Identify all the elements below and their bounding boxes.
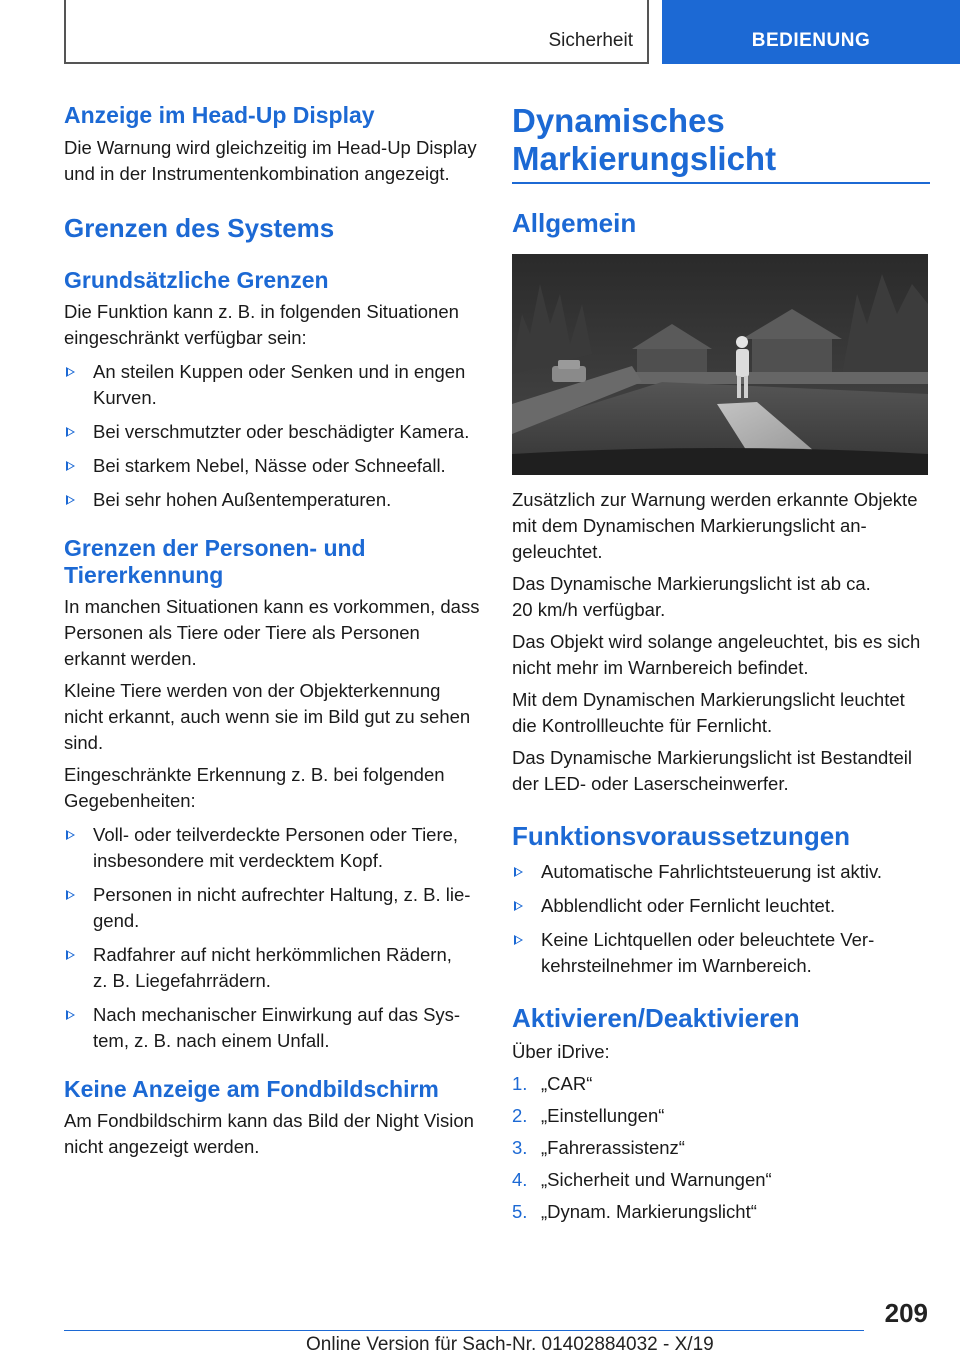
bullet-triangle-icon <box>66 950 75 960</box>
list-item: Personen in nicht aufrechter Haltung, z. B. liegend. <box>64 882 482 934</box>
recognition-paragraph-1: In manchen Situationen kann es vorkommen, dass Personen als Tiere oder Tiere als Personen erkannt werden. <box>64 596 480 669</box>
list-item: Automatische Fahrlichtsteuerung ist aktiv. <box>512 859 930 885</box>
general-paragraph-2: Das Dynamische Markierungslicht ist ab ca. 20 km/h verfügbar. <box>512 573 871 620</box>
page-number: 209 <box>884 1298 928 1328</box>
bullet-triangle-icon <box>514 901 523 911</box>
rear-screen-paragraph: Am Fondbildschirm kann das Bild der Night Vision nicht angezeigt werden. <box>64 1110 474 1157</box>
bullet-triangle-icon <box>514 867 523 877</box>
list-item: Bei verschmutzter oder beschädigter Kamera. <box>64 419 482 445</box>
general-paragraph-5: Das Dynamische Markierungslicht ist Bestandteil der LED- oder Laserscheinwerfer. <box>512 747 912 794</box>
requirements-list <box>512 859 930 979</box>
recognition-limits-list <box>64 822 482 1054</box>
general-paragraph-1: Zusätzlich zur Warnung werden erkannte Objekte mit dem Dynamischen Markierungslicht angeleuchtet. <box>512 489 918 562</box>
hud-heading: Anzeige im Head-Up Display <box>64 102 375 128</box>
bullet-triangle-icon <box>66 367 75 377</box>
list-item: Radfahrer auf nicht herkömmlichen Rädern, z. B. Liegefahrrädern. <box>64 942 482 994</box>
bullet-triangle-icon <box>514 935 523 945</box>
list-item: 5. „Dynam. Markierungslicht“ <box>512 1201 757 1222</box>
right-column <box>512 102 930 1225</box>
header-chapter-label: BEDIENUNG <box>751 30 871 51</box>
bullet-triangle-icon <box>66 461 75 471</box>
list-item: 3. „Fahrerassistenz“ <box>512 1137 685 1158</box>
bullet-triangle-icon <box>66 830 75 840</box>
activate-heading: Aktivieren/Deaktivieren <box>512 1003 800 1033</box>
footer-divider <box>64 1330 864 1331</box>
bullet-triangle-icon <box>66 427 75 437</box>
general-paragraph-4: Mit dem Dynamischen Markierungslicht leuchtet die Kontrollleuchte für Fernlicht. <box>512 689 905 736</box>
list-item: Nach mechanischer Einwirkung auf das System, z. B. nach einem Unfall. <box>64 1002 482 1054</box>
chapter-title: Dynamisches Markierungslicht <box>512 102 777 177</box>
bullet-triangle-icon <box>66 1010 75 1020</box>
header-section-label: Sicherheit <box>548 30 633 51</box>
header-section-tab <box>64 0 649 64</box>
general-heading: Allgemein <box>512 208 637 238</box>
limits-heading: Grenzen des Systems <box>64 213 335 243</box>
list-item: 2. „Einstellungen“ <box>512 1105 665 1126</box>
activate-paragraph: Über iDrive: <box>512 1041 610 1062</box>
rear-screen-heading: Keine Anzeige am Fondbildschirm <box>64 1076 439 1102</box>
list-item: Bei starkem Nebel, Nässe oder Schneefall. <box>64 453 482 479</box>
list-item: Abblendlicht oder Fernlicht leuchtet. <box>512 893 930 919</box>
bullet-triangle-icon <box>66 495 75 505</box>
list-item: 4. „Sicherheit und Warnungen“ <box>512 1169 772 1190</box>
basic-limits-paragraph: Die Funktion kann z. B. in folgenden Situationen eingeschränkt verfügbar sein: <box>64 301 459 348</box>
night-road-marking-light-image <box>512 254 928 475</box>
hud-paragraph: Die Warnung wird gleichzeitig im Head-Up Display und in der Instrumentenkombination angezeigt. <box>64 137 477 184</box>
list-item: Keine Lichtquellen oder beleuchtete Verkehrsteilnehmer im Warnbereich. <box>512 927 930 979</box>
general-paragraph-3: Das Objekt wird solange angeleuchtet, bis es sich nicht mehr im Warnbereich befindet. <box>512 631 921 678</box>
requirements-heading: Funktionsvoraussetzungen <box>512 821 851 851</box>
basic-limits-list <box>64 359 482 513</box>
list-item: 1. „CAR“ <box>512 1073 593 1094</box>
recognition-paragraph-3: Eingeschränkte Erkennung z. B. bei folgenden Gegebenheiten: <box>64 764 445 811</box>
chapter-title-block <box>512 102 930 184</box>
recognition-limits-heading: Grenzen der Personen- und Tiererkennung <box>64 535 366 588</box>
activate-steps-list <box>512 1071 930 1225</box>
list-item: Bei sehr hohen Außentemperaturen. <box>64 487 482 513</box>
list-item: An steilen Kuppen oder Senken und in engen Kurven. <box>64 359 482 411</box>
basic-limits-heading: Grundsätzliche Grenzen <box>64 267 329 293</box>
bullet-triangle-icon <box>66 890 75 900</box>
header-chapter-tab <box>662 0 960 64</box>
list-item: Voll- oder teilverdeckte Personen oder Tiere, insbesondere mit verdecktem Kopf. <box>64 822 482 874</box>
recognition-paragraph-2: Kleine Tiere werden von der Objekterkennung nicht erkannt, auch wenn sie im Bild gut zu sehen sind. <box>64 680 471 753</box>
left-column <box>64 102 482 1160</box>
footer-online-version: Online Version für Sach-Nr. 01402884032 - X/19 <box>306 1334 714 1355</box>
